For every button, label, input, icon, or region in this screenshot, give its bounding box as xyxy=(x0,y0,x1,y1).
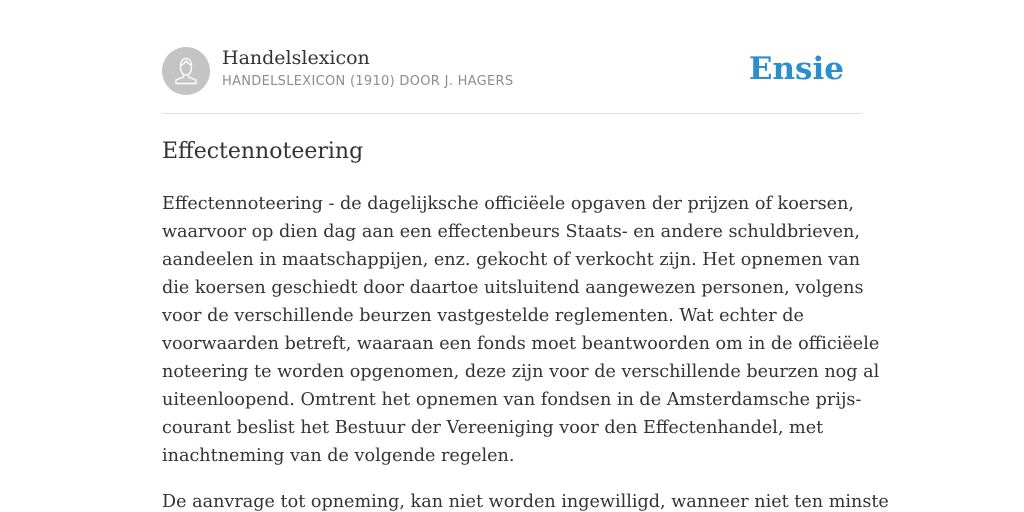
text-line: die koersen geschiedt door daartoe uitsluitend aangewezen personen, volgens xyxy=(162,278,864,298)
entry-header xyxy=(162,46,862,96)
ensie-logo[interactable]: Ensie xyxy=(748,51,844,87)
text-line: voorwaarden betreft, waaraan een fonds moet beantwoorden om in de officiëele xyxy=(162,334,880,354)
user-icon xyxy=(162,47,210,95)
text-line: De aanvrage tot opneming, kan niet worden ingewilligd, wanneer niet ten minste xyxy=(162,492,889,512)
text-line: Effectennoteering - de dagelijksche officiëele opgaven der prijzen of koersen, xyxy=(162,194,854,214)
text-line: courant beslist het Bestuur der Vereeniging voor den Effectenhandel, met xyxy=(162,418,824,438)
text-line: voor de verschillende beurzen vastgestelde reglementen. Wat echter de xyxy=(162,306,804,326)
source-title[interactable]: Handelslexicon xyxy=(222,47,370,69)
paragraph-2 xyxy=(162,488,889,512)
text-line: aandeelen in maatschappijen, enz. gekocht of verkocht zijn. Het opnemen van xyxy=(162,250,861,270)
entry-content xyxy=(162,190,889,512)
text-line: inachtneming van de volgende regelen. xyxy=(162,446,515,466)
text-line: noteering te worden opgenomen, deze zijn voor de verschillende beurzen nog al xyxy=(162,362,880,382)
divider xyxy=(162,113,862,114)
paragraph-1 xyxy=(162,190,880,470)
entry-title: Effectennoteering xyxy=(162,139,364,164)
text-line: waarvoor op dien dag aan een effectenbeurs Staats- en andere schuldbrieven, xyxy=(162,222,860,242)
source-subtitle: HANDELSLEXICON (1910) DOOR J. HAGERS xyxy=(222,74,514,89)
avatar[interactable] xyxy=(162,47,210,95)
text-line: uiteenloopend. Omtrent het opnemen van fondsen in de Amsterdamsche prijs- xyxy=(162,390,862,410)
